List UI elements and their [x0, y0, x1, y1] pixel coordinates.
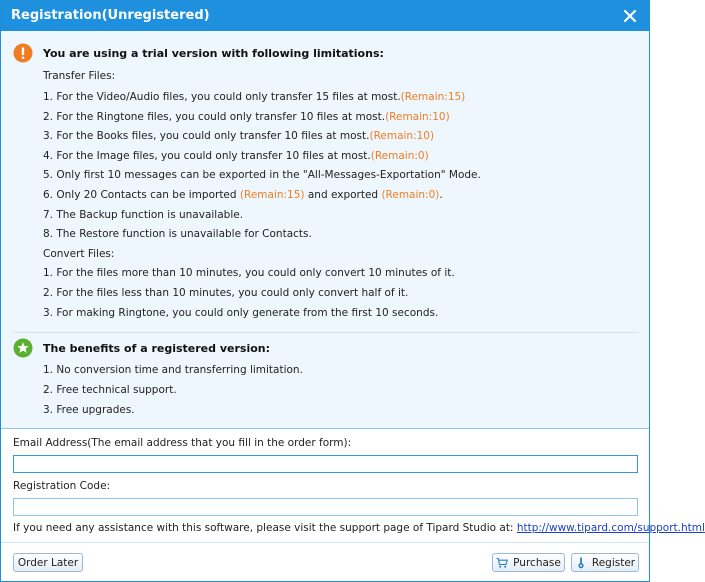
benefit-item-3: 3. Free upgrades. — [43, 404, 135, 416]
register-label: Register — [591, 556, 636, 569]
order-later-button[interactable] — [13, 553, 83, 572]
purchase-label: Purchase — [513, 556, 561, 569]
transfer-item-2: 2. For the Ringtone files, you could only transfer 10 files at most.(Remain:10) — [43, 111, 450, 123]
trial-heading-row — [13, 43, 384, 63]
window-title: Registration(Unregistered) — [11, 8, 210, 23]
transfer-item-8: 8. The Restore function is unavailable for Contacts. — [43, 228, 312, 240]
key-icon — [575, 557, 587, 569]
convert-item-3: 3. For making Ringtone, you could only generate from the first 10 seconds. — [43, 307, 439, 319]
transfer-item-7: 7. The Backup function is unavailable. — [43, 209, 244, 221]
trial-heading: You are using a trial version with following limitations: — [43, 46, 384, 60]
registration-code-field[interactable] — [13, 498, 638, 516]
transfer-item-5: 5. Only first 10 messages can be exported in the "All-Messages-Exportation" Mode. — [43, 169, 481, 181]
title-bar — [1, 1, 649, 31]
footer-divider — [1, 542, 649, 543]
benefit-item-2: 2. Free technical support. — [43, 384, 177, 396]
exclamation-circle-icon — [13, 43, 33, 63]
benefits-heading: The benefits of a registered version: — [43, 341, 271, 355]
convert-item-1: 1. For the files more than 10 minutes, you could only convert 10 minutes of it. — [43, 267, 455, 279]
cart-icon — [496, 557, 508, 569]
section-divider — [13, 332, 639, 333]
email-label: Email Address(The email address that you fill in the order form): — [13, 437, 352, 449]
transfer-item-1: 1. For the Video/Audio files, you could only transfer 15 files at most.(Remain:15) — [43, 91, 466, 103]
transfer-item-6: 6. Only 20 Contacts can be imported (Remain:15) and exported (Remain:0). — [43, 189, 443, 201]
help-text: If you need any assistance with this software, please visit the support page of Tipard Studio at: — [13, 522, 517, 534]
transfer-title: Transfer Files: — [43, 70, 116, 82]
registration-code-label: Registration Code: — [13, 480, 111, 492]
star-circle-icon — [13, 338, 33, 358]
close-icon — [619, 5, 641, 27]
email-field[interactable] — [13, 455, 638, 473]
support-help-text — [13, 522, 705, 534]
purchase-button[interactable] — [492, 553, 565, 572]
convert-title: Convert Files: — [43, 248, 115, 260]
support-link[interactable]: http://www.tipard.com/support.html — [516, 522, 705, 534]
benefits-heading-row — [13, 338, 270, 358]
convert-item-2: 2. For the files less than 10 minutes, you could only convert half of it. — [43, 287, 409, 299]
close-button[interactable] — [619, 5, 641, 27]
limitations-panel — [1, 31, 649, 429]
transfer-item-4: 4. For the Image files, you could only transfer 10 files at most.(Remain:0) — [43, 150, 429, 162]
register-button[interactable] — [571, 553, 639, 572]
benefit-item-1: 1. No conversion time and transferring limitation. — [43, 364, 303, 376]
transfer-item-3: 3. For the Books files, you could only transfer 10 files at most.(Remain:10) — [43, 130, 435, 142]
order-later-label: Order Later — [17, 556, 79, 569]
